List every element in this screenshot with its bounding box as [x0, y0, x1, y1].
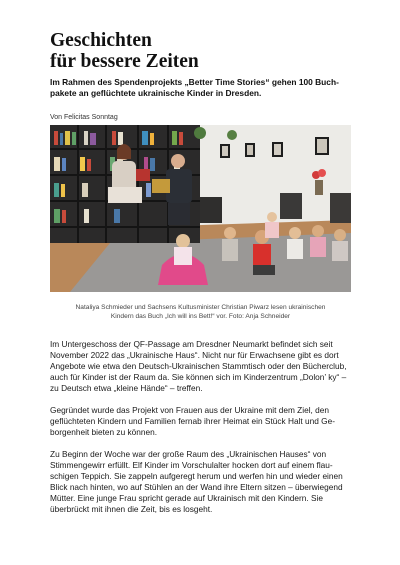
article-byline: Von Felicitas Sonntag: [50, 114, 118, 121]
caption-line-2: Kindern das Buch „Ich will ins Bett!“ vor. Foto: Anja Schneider: [110, 313, 291, 320]
article-body: [50, 339, 352, 526]
caption-line-1: Nataliya Schmieder und Sachsens Kultusminister Christian Piwarz lesen ukrainischen: [75, 304, 326, 311]
body-paragraph-1: Im Untergeschoss der QF-Passage am Dresdner Neumarkt befindet sich seit November 2022 das „Ukrainische Haus“. Nicht nur für Erwachsene gibt es dort Angebote wie etwa den Deutsch-Ukrainischen Stammtisch oder den Bücherclub, auch für Kinder ist der Raum da. Sie können sich im Kinderzentrum „Dolon’ ky“ – zu Deutsch etwa „kleine Hände“ – treffen.: [50, 339, 347, 393]
body-paragraph-2: Gegründet wurde das Projekt von Frauen aus der Ukraine mit dem Ziel, den geflüchteten Kindern und Familien fernab ihrer Heimat ein Stück Halt und Geborgenheit bieten zu können.: [50, 405, 336, 437]
photo-caption: [50, 303, 351, 321]
headline-line-2: für bessere Zeiten: [50, 51, 199, 72]
reading-scene-illustration: [50, 125, 351, 292]
article-lead: Im Rahmen des Spendenprojekts „Better Time Stories“ gehen 100 Buchpakete an geflüchtete ukrainische Kinder in Dresden.: [50, 77, 339, 98]
article-headline: [50, 30, 350, 72]
article-photo: [50, 125, 351, 292]
headline-line-1: Geschichten: [50, 30, 152, 51]
body-paragraph-3: Zu Beginn der Woche war der große Raum des „Ukrainischen Hauses“ von Stimmengewirr erfüllt. Elf Kinder im Vorschulalter hocken dort auf einem flauschigen Teppich. Sie zappeln aufgeregt herum und werfen hin und wieder einen Blick nach hinten, wo auf Stühlen an der Wand ihre Eltern sitzen – überwiegend Mütter. Eine junge Frau spricht gerade auf Ukrainisch mit den Kindern. Sie überbrückt mit ihnen die Zeit, bis es losgeht.: [50, 449, 343, 514]
